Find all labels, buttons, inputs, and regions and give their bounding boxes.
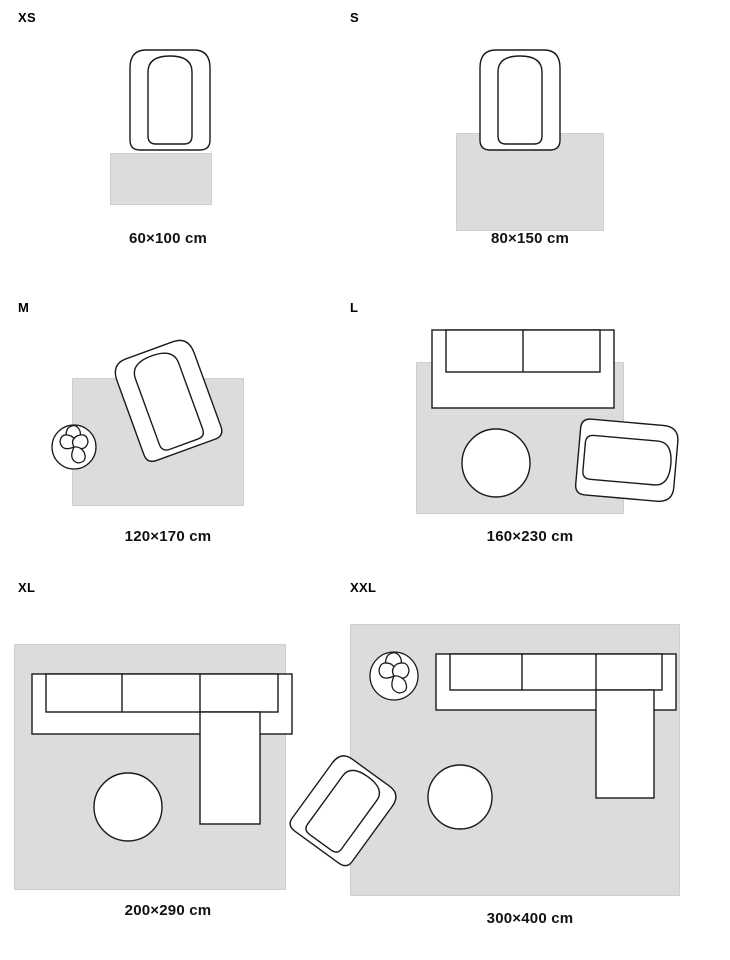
size-cell-xs xyxy=(18,10,338,260)
size-cell-l xyxy=(350,300,710,562)
size-cell-s xyxy=(350,10,710,260)
size-cell-m xyxy=(18,300,338,562)
stage-s xyxy=(350,28,710,218)
armchair-s xyxy=(350,28,710,238)
size-label-m: M xyxy=(18,300,30,315)
armchair-xs xyxy=(18,28,318,218)
size-label-xs: XS xyxy=(18,10,36,25)
coffee-table-xxl xyxy=(428,765,492,829)
furniture-group-xl xyxy=(18,602,318,894)
size-cell-xxl xyxy=(350,580,722,960)
coffee-table-l xyxy=(462,429,530,497)
dimension-label-xxl: 300×400 cm xyxy=(486,910,574,927)
stage-xxl xyxy=(350,602,722,902)
stage-l xyxy=(350,318,710,518)
stage-xl xyxy=(18,602,318,894)
sofa-l xyxy=(432,330,614,408)
armchair-l xyxy=(575,418,679,502)
dimension-label-xl: 200×290 cm xyxy=(124,902,212,919)
stage-xs xyxy=(18,28,318,218)
dimension-label-s: 80×150 cm xyxy=(490,230,570,247)
size-label-xl: XL xyxy=(18,580,36,595)
coffee-table-xl xyxy=(94,773,162,841)
size-label-xxl: XXL xyxy=(350,580,377,595)
stage-m xyxy=(18,318,318,518)
size-label-l: L xyxy=(350,300,359,315)
dimension-label-xs: 60×100 cm xyxy=(128,230,208,247)
dimension-label-l: 160×230 cm xyxy=(486,528,574,545)
furniture-group-xxl xyxy=(350,602,722,902)
plant-icon-m xyxy=(52,425,96,469)
size-cell-xl xyxy=(18,580,338,950)
size-label-s: S xyxy=(350,10,359,25)
dimension-label-m: 120×170 cm xyxy=(124,528,212,545)
furniture-group-l xyxy=(350,318,710,523)
plant-icon-xxl xyxy=(370,652,418,700)
armchair-m xyxy=(18,318,318,518)
